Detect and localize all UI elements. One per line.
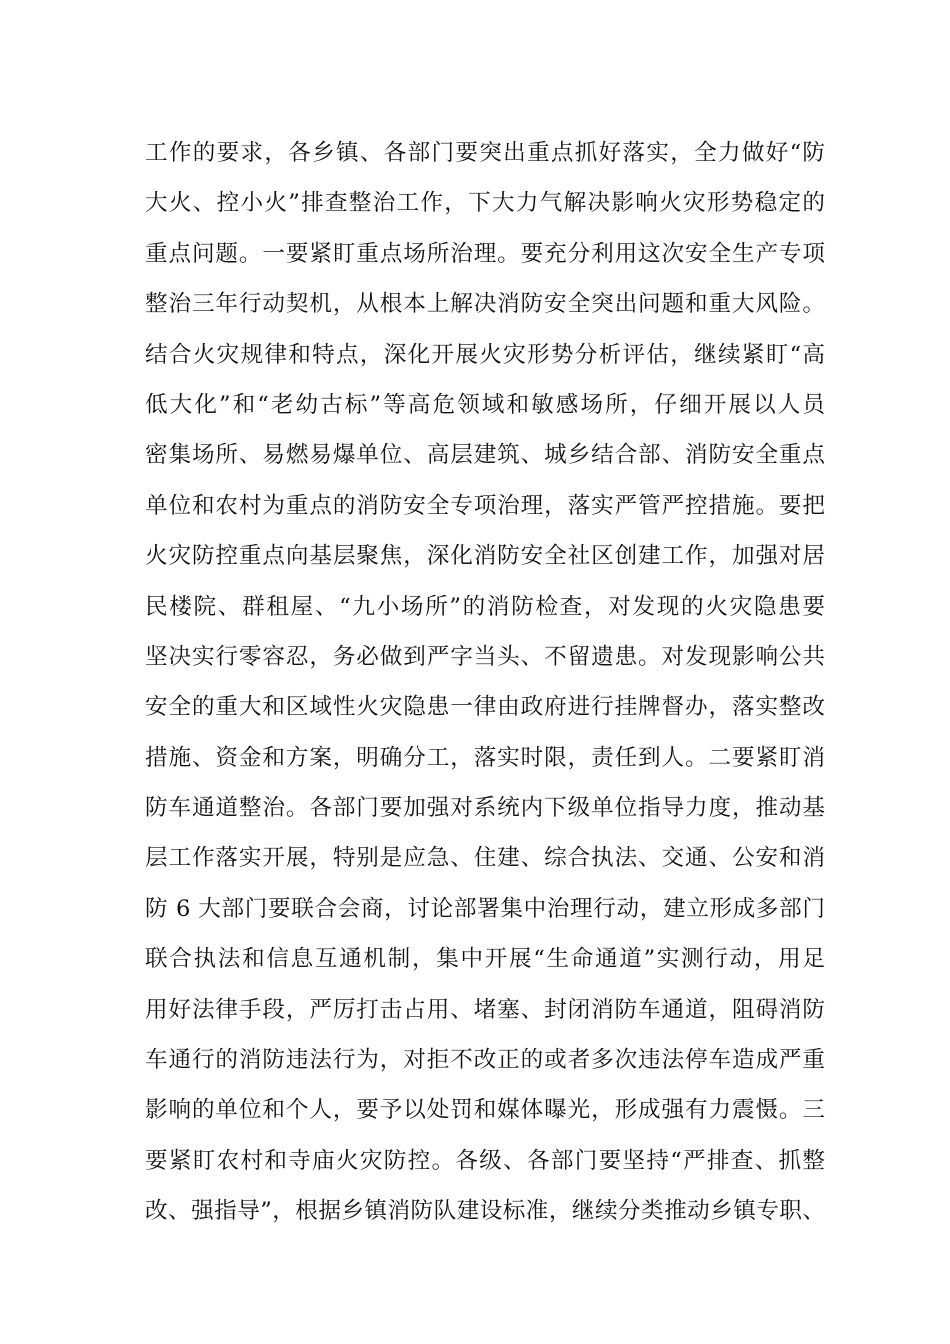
text-line: 用好法律手段，严厉打击占用、堵塞、封闭消防车通道，阻碍消防 [145,996,825,1023]
text-line: 密集场所、易燃易爆单位、高层建筑、城乡结合部、消防安全重点 [145,442,825,469]
text-line: 结合火灾规律和特点，深化开展火灾形势分析评估，继续紧盯“高 [145,341,825,368]
text-line: 要紧盯农村和寺庙火灾防控。各级、各部门要坚持“严排查、抓整 [145,1147,825,1174]
text-line: 重点问题。一要紧盯重点场所治理。要充分利用这次安全生产专项 [145,240,825,267]
body-paragraph [145,128,825,1237]
text-line: 层工作落实开展，特别是应急、住建、综合执法、交通、公安和消 [145,845,825,872]
text-line: 防车通道整治。各部门要加强对系统内下级单位指导力度，推动基 [145,795,825,822]
text-line: 改、强指导”，根据乡镇消防队建设标准，继续分类推动乡镇专职、 [145,1198,825,1225]
text-line: 大火、控小火”排查整治工作，下大力气解决影响火灾形势稳定的 [145,190,825,217]
text-line: 火灾防控重点向基层聚焦，深化消防安全社区创建工作，加强对居 [145,543,825,570]
text-line: 低大化”和“老幼古标”等高危领域和敏感场所，仔细开展以人员 [145,391,825,418]
text-line: 工作的要求，各乡镇、各部门要突出重点抓好落实，全力做好“防 [145,140,825,166]
text-line: 措施、资金和方案，明确分工，落实时限，责任到人。二要紧盯消 [145,744,825,771]
text-line: 安全的重大和区域性火灾隐患一律由政府进行挂牌督办，落实整改 [145,694,825,721]
text-line: 联合执法和信息互通机制，集中开展“生命通道”实测行动，用足 [145,946,825,973]
text-line: 车通行的消防违法行为，对拒不改正的或者多次违法停车造成严重 [145,1047,825,1074]
text-line: 影响的单位和个人，要予以处罚和媒体曝光，形成强有力震慑。三 [145,1097,825,1124]
text-line: 整治三年行动契机，从根本上解决消防安全突出问题和重大风险。 [145,291,825,318]
text-line: 民楼院、群租屋、“九小场所”的消防检查，对发现的火灾隐患要 [145,593,825,620]
text-line: 单位和农村为重点的消防安全专项治理，落实严管严控措施。要把 [145,492,825,519]
text-line: 防 6 大部门要联合会商，讨论部署集中治理行动，建立形成多部门 [145,895,825,922]
text-line: 坚决实行零容忍，务必做到严字当头、不留遗患。对发现影响公共 [145,643,825,670]
